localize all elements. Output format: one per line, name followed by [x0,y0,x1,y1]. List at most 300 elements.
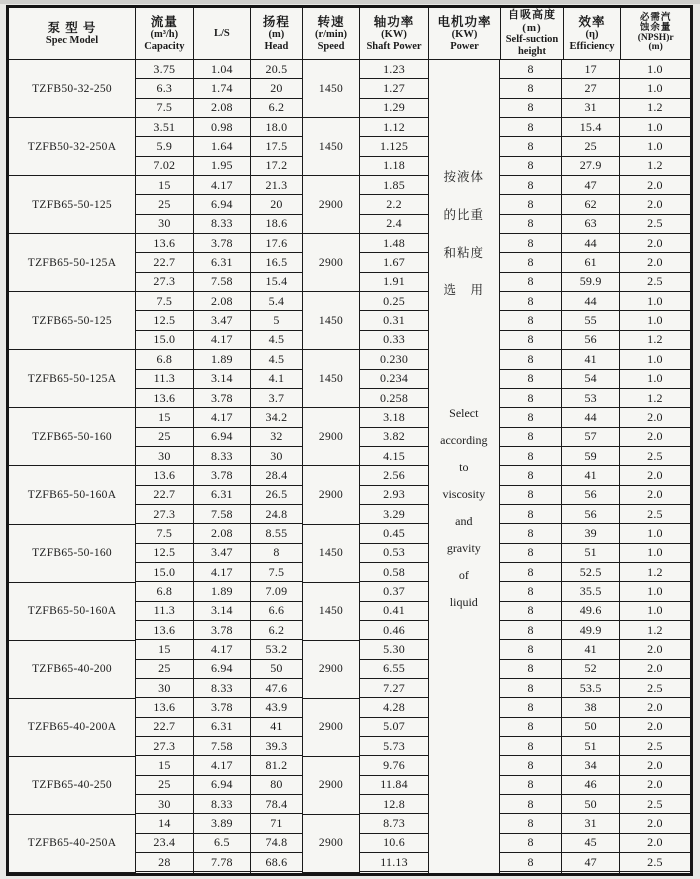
head-cell: 20 [251,79,302,98]
self-suction-cell: 8 [500,273,562,292]
efficiency-cell: 27.9 [562,157,619,176]
shaft-power-cell: 5.07 [360,718,428,737]
shaft-power-cell: 4.28 [360,698,428,717]
self-suction-cell: 8 [500,737,562,756]
capacity-cell: 27.3 [136,737,193,756]
npsh-cell: 1.0 [620,292,690,311]
head-column [251,60,303,873]
head-cell: 4.1 [251,370,302,389]
ls-cell: 1.04 [194,60,251,79]
capacity-cell: 11.3 [136,602,193,621]
model-cell: TZFB65-50-160 [9,525,135,583]
self-suction-cell: 8 [500,234,562,253]
self-suction-cell: 8 [500,698,562,717]
head-cell: 24.8 [251,505,302,524]
capacity-cell: 6.8 [136,582,193,601]
head-cell: 39.3 [251,737,302,756]
self-suction-cell: 8 [500,311,562,330]
motor-power-note-line: 和粘度 [443,246,485,260]
npsh-cell: 2.0 [620,253,690,272]
efficiency-cell: 45 [562,834,619,853]
ls-cell: 6.5 [194,834,251,853]
capacity-cell: 11.3 [136,370,193,389]
npsh-cell: 1.0 [620,311,690,330]
npsh-cell: 2.0 [620,234,690,253]
self-suction-cell: 8 [500,428,562,447]
efficiency-cell: 57 [562,428,619,447]
capacity-cell: 7.02 [136,157,193,176]
efficiency-cell: 50 [562,795,619,814]
model-cell: TZFB65-50-125 [9,292,135,350]
efficiency-cell: 47 [562,176,619,195]
npsh-cell: 1.0 [620,118,690,137]
capacity-cell: 3.75 [136,60,193,79]
shaft-power-cell: 1.91 [360,273,428,292]
self-suction-cell: 8 [500,621,562,640]
shaft-power-cell: 11.84 [360,776,428,795]
capacity-cell: 15 [136,756,193,775]
npsh-cell: 2.5 [620,737,690,756]
capacity-cell: 23.4 [136,834,193,853]
efficiency-cell: 61 [562,253,619,272]
self-suction-cell: 8 [500,60,562,79]
ls-cell: 4.17 [194,756,251,775]
npsh-cell: 2.0 [620,660,690,679]
head-cell: 20 [251,195,302,214]
ls-cell: 3.78 [194,389,251,408]
ls-cell: 8.33 [194,447,251,466]
capacity-cell: 13.6 [136,466,193,485]
self-suction-cell: 8 [500,544,562,563]
table-header-row [9,8,690,60]
npsh-cell: 2.5 [620,447,690,466]
speed-cell: 1450 [303,60,360,118]
shaft-power-cell: 9.76 [360,756,428,775]
head-cell: 43.9 [251,698,302,717]
head-cell: 30 [251,447,302,466]
efficiency-cell: 31 [562,99,619,118]
efficiency-cell: 27 [562,79,619,98]
header-speed: 转速 (r/min) Speed [303,8,361,59]
speed-cell: 2900 [303,176,360,234]
self-suction-cell: 8 [500,447,562,466]
efficiency-cell: 54 [562,370,619,389]
motor-power-note-line: 选 用 [443,283,485,297]
motor-power-note-line: according [440,433,488,447]
capacity-cell: 30 [136,447,193,466]
ls-cell: 6.31 [194,718,251,737]
self-suction-cell: 8 [500,350,562,369]
efficiency-cell: 53.5 [562,679,619,698]
head-cell: 18.0 [251,118,302,137]
capacity-cell: 27.3 [136,505,193,524]
shaft-power-cell: 0.53 [360,544,428,563]
ls-cell: 8.33 [194,215,251,234]
head-cell: 71 [251,814,302,833]
speed-cell: 1450 [303,350,360,408]
head-cell: 34.2 [251,408,302,427]
head-cell: 7.5 [251,563,302,582]
self-suction-cell: 8 [500,331,562,350]
ls-cell: 3.78 [194,621,251,640]
efficiency-cell: 41 [562,350,619,369]
model-cell: TZFB65-40-250 [9,757,135,815]
head-cell: 53.2 [251,640,302,659]
pump-spec-table [6,5,693,876]
head-cell: 41 [251,718,302,737]
ls-cell: 3.47 [194,311,251,330]
head-cell: 17.2 [251,157,302,176]
efficiency-cell: 35.5 [562,582,619,601]
efficiency-cell: 47 [562,853,619,872]
shaft-power-cell: 0.58 [360,563,428,582]
motor-power-note-line: of [458,568,469,582]
ls-cell: 1.89 [194,350,251,369]
speed-column [303,60,361,873]
table-body [9,60,690,873]
efficiency-cell: 15.4 [562,118,619,137]
shaft-power-cell: 0.234 [360,370,428,389]
head-cell: 74.8 [251,834,302,853]
efficiency-cell: 59.9 [562,273,619,292]
model-cell: TZFB65-50-125A [9,234,135,292]
head-cell: 8.55 [251,524,302,543]
efficiency-column [562,60,620,873]
shaft-power-cell: 3.82 [360,428,428,447]
motor-power-note-line: gravity [446,541,481,555]
capacity-cell: 7.5 [136,292,193,311]
shaft-power-cell: 11.13 [360,853,428,872]
self-suction-cell: 8 [500,195,562,214]
model-cell: TZFB65-50-160 [9,408,135,466]
ls-cell: 3.14 [194,370,251,389]
shaft-power-cell: 4.15 [360,447,428,466]
speed-cell: 1450 [303,118,360,176]
capacity-cell: 7.5 [136,99,193,118]
shaft-power-cell: 1.12 [360,118,428,137]
shaft-power-cell: 1.67 [360,253,428,272]
head-cell: 5.4 [251,292,302,311]
capacity-cell: 25 [136,195,193,214]
npsh-cell: 2.5 [620,795,690,814]
ls-cell: 3.89 [194,814,251,833]
motor-power-note-cell [429,60,500,873]
self-suction-cell: 8 [500,776,562,795]
shaft-power-cell: 3.29 [360,505,428,524]
self-suction-cell: 8 [500,137,562,156]
capacity-cell: 22.7 [136,253,193,272]
efficiency-cell: 50 [562,718,619,737]
self-suction-cell: 8 [500,505,562,524]
efficiency-cell: 62 [562,195,619,214]
shaft-power-cell: 7.27 [360,679,428,698]
model-cell: TZFB65-50-125 [9,176,135,234]
self-suction-cell: 8 [500,466,562,485]
head-cell: 7.09 [251,582,302,601]
shaft-power-cell: 0.33 [360,331,428,350]
model-cell: TZFB50-32-250 [9,60,135,118]
npsh-cell: 2.5 [620,215,690,234]
speed-cell: 2900 [303,641,360,699]
npsh-cell: 2.0 [620,466,690,485]
header-ls: L/S [194,8,252,59]
capacity-column [136,60,194,873]
head-cell: 16.5 [251,253,302,272]
npsh-cell: 1.0 [620,544,690,563]
npsh-cell: 1.0 [620,60,690,79]
header-shaft-power: 轴功率 (KW) Shaft Power [360,8,429,59]
ls-cell: 7.58 [194,737,251,756]
self-suction-cell: 8 [500,99,562,118]
ls-cell: 8.33 [194,679,251,698]
npsh-cell: 2.0 [620,718,690,737]
speed-cell: 2900 [303,815,360,873]
shaft-power-cell: 2.56 [360,466,428,485]
header-self-suction: 自吸高度(m) Self-suction height [501,8,564,59]
head-cell: 3.7 [251,389,302,408]
model-column [9,60,136,873]
shaft-power-column [360,60,429,873]
shaft-power-cell: 1.18 [360,157,428,176]
npsh-cell: 2.0 [620,756,690,775]
efficiency-cell: 49.6 [562,602,619,621]
efficiency-cell: 44 [562,292,619,311]
head-cell: 32 [251,428,302,447]
self-suction-cell: 8 [500,215,562,234]
capacity-cell: 12.5 [136,311,193,330]
model-cell: TZFB65-40-200 [9,641,135,699]
ls-cell: 2.08 [194,292,251,311]
shaft-power-cell: 1.85 [360,176,428,195]
npsh-column [620,60,690,873]
ls-cell: 1.64 [194,137,251,156]
shaft-power-cell: 0.37 [360,582,428,601]
ls-cell: 7.58 [194,505,251,524]
ls-cell: 7.78 [194,853,251,872]
npsh-cell: 2.0 [620,640,690,659]
ls-cell: 1.95 [194,157,251,176]
npsh-cell: 2.0 [620,814,690,833]
head-cell: 5 [251,311,302,330]
efficiency-cell: 44 [562,234,619,253]
shaft-power-cell: 8.73 [360,814,428,833]
capacity-cell: 15 [136,640,193,659]
ls-cell: 4.17 [194,640,251,659]
shaft-power-cell: 1.29 [360,99,428,118]
efficiency-cell: 41 [562,640,619,659]
npsh-cell: 2.0 [620,176,690,195]
efficiency-cell: 25 [562,137,619,156]
header-spec-model: 泵 型 号 Spec Model [9,8,136,59]
self-suction-cell: 8 [500,853,562,872]
efficiency-cell: 41 [562,466,619,485]
efficiency-cell: 31 [562,814,619,833]
npsh-cell: 1.2 [620,331,690,350]
ls-cell: 4.17 [194,176,251,195]
capacity-cell: 6.3 [136,79,193,98]
efficiency-cell: 17 [562,60,619,79]
shaft-power-cell: 0.25 [360,292,428,311]
ls-cell: 7.58 [194,273,251,292]
efficiency-cell: 51 [562,737,619,756]
ls-cell: 3.47 [194,544,251,563]
efficiency-cell: 49.9 [562,621,619,640]
shaft-power-cell: 1.125 [360,137,428,156]
efficiency-cell: 55 [562,311,619,330]
npsh-cell: 1.0 [620,602,690,621]
ls-cell: 6.31 [194,253,251,272]
shaft-power-cell: 0.230 [360,350,428,369]
npsh-cell: 2.5 [620,505,690,524]
capacity-cell: 25 [136,776,193,795]
efficiency-cell: 52.5 [562,563,619,582]
npsh-cell: 1.2 [620,99,690,118]
self-suction-cell: 8 [500,563,562,582]
npsh-cell: 2.0 [620,408,690,427]
capacity-cell: 13.6 [136,389,193,408]
self-suction-cell: 8 [500,679,562,698]
capacity-cell: 5.9 [136,137,193,156]
npsh-cell: 1.2 [620,389,690,408]
self-suction-cell: 8 [500,253,562,272]
capacity-cell: 12.5 [136,544,193,563]
model-cell: TZFB65-40-250A [9,815,135,873]
capacity-cell: 25 [136,428,193,447]
shaft-power-cell: 0.46 [360,621,428,640]
ls-column [194,60,252,873]
self-suction-cell: 8 [500,524,562,543]
head-cell: 6.6 [251,602,302,621]
shaft-power-cell: 1.23 [360,60,428,79]
ls-cell: 3.78 [194,234,251,253]
head-cell: 50 [251,660,302,679]
npsh-cell: 2.0 [620,428,690,447]
efficiency-cell: 53 [562,389,619,408]
shaft-power-cell: 0.31 [360,311,428,330]
head-cell: 4.5 [251,331,302,350]
self-suction-cell: 8 [500,370,562,389]
efficiency-cell: 34 [562,756,619,775]
efficiency-cell: 56 [562,486,619,505]
ls-cell: 0.98 [194,118,251,137]
self-suction-cell: 8 [500,718,562,737]
ls-cell: 3.78 [194,698,251,717]
npsh-cell: 1.0 [620,79,690,98]
motor-power-note-line: viscosity [442,487,486,501]
ls-cell: 6.31 [194,486,251,505]
ls-cell: 4.17 [194,408,251,427]
motor-power-note-line: to [459,460,469,474]
efficiency-cell: 59 [562,447,619,466]
head-cell: 17.6 [251,234,302,253]
speed-cell: 1450 [303,525,360,583]
shaft-power-cell: 2.2 [360,195,428,214]
ls-cell: 1.74 [194,79,251,98]
efficiency-cell: 38 [562,698,619,717]
capacity-cell: 14 [136,814,193,833]
self-suction-cell: 8 [500,640,562,659]
shaft-power-cell: 5.30 [360,640,428,659]
capacity-cell: 28 [136,853,193,872]
self-suction-cell: 8 [500,602,562,621]
capacity-cell: 15 [136,176,193,195]
head-cell: 15.4 [251,273,302,292]
shaft-power-cell: 0.45 [360,524,428,543]
npsh-cell: 2.5 [620,853,690,872]
self-suction-cell: 8 [500,79,562,98]
self-suction-cell: 8 [500,756,562,775]
npsh-cell: 2.0 [620,834,690,853]
ls-cell: 6.94 [194,660,251,679]
model-cell: TZFB50-32-250A [9,118,135,176]
self-suction-cell: 8 [500,408,562,427]
head-cell: 21.3 [251,176,302,195]
npsh-cell: 2.0 [620,776,690,795]
ls-cell: 8.33 [194,795,251,814]
self-suction-cell: 8 [500,389,562,408]
capacity-cell: 30 [136,215,193,234]
ls-cell: 4.17 [194,331,251,350]
self-suction-cell: 8 [500,660,562,679]
capacity-cell: 13.6 [136,698,193,717]
speed-cell: 2900 [303,466,360,524]
efficiency-cell: 39 [562,524,619,543]
motor-power-note-line: 的比重 [443,208,485,222]
self-suction-cell: 8 [500,834,562,853]
speed-cell: 2900 [303,757,360,815]
motor-power-note-line: and [455,514,473,528]
head-cell: 78.4 [251,795,302,814]
npsh-cell: 2.5 [620,273,690,292]
efficiency-cell: 56 [562,505,619,524]
efficiency-cell: 52 [562,660,619,679]
head-cell: 6.2 [251,99,302,118]
head-cell: 26.5 [251,486,302,505]
self-suction-cell: 8 [500,292,562,311]
head-cell: 28.4 [251,466,302,485]
self-suction-cell: 8 [500,486,562,505]
head-cell: 18.6 [251,215,302,234]
motor-power-note-line: liquid [449,595,478,609]
npsh-cell: 2.0 [620,698,690,717]
shaft-power-cell: 2.93 [360,486,428,505]
shaft-power-cell: 2.4 [360,215,428,234]
header-capacity: 流量 (m³/h) Capacity [136,8,194,59]
capacity-cell: 27.3 [136,273,193,292]
ls-cell: 2.08 [194,524,251,543]
npsh-cell: 2.5 [620,679,690,698]
capacity-cell: 15.0 [136,563,193,582]
efficiency-cell: 46 [562,776,619,795]
shaft-power-cell: 1.48 [360,234,428,253]
npsh-cell: 1.0 [620,370,690,389]
ls-cell: 4.17 [194,563,251,582]
shaft-power-cell: 5.73 [360,737,428,756]
self-suction-cell: 8 [500,176,562,195]
efficiency-cell: 51 [562,544,619,563]
npsh-cell: 1.2 [620,563,690,582]
head-cell: 68.6 [251,853,302,872]
capacity-cell: 30 [136,795,193,814]
speed-cell: 1450 [303,583,360,641]
header-motor-power: 电机功率 (KW) Power [429,8,501,59]
motor-power-note-line: Select [449,406,479,420]
ls-cell: 6.94 [194,428,251,447]
speed-cell: 2900 [303,699,360,757]
model-cell: TZFB65-40-200A [9,699,135,757]
capacity-cell: 22.7 [136,718,193,737]
efficiency-cell: 44 [562,408,619,427]
